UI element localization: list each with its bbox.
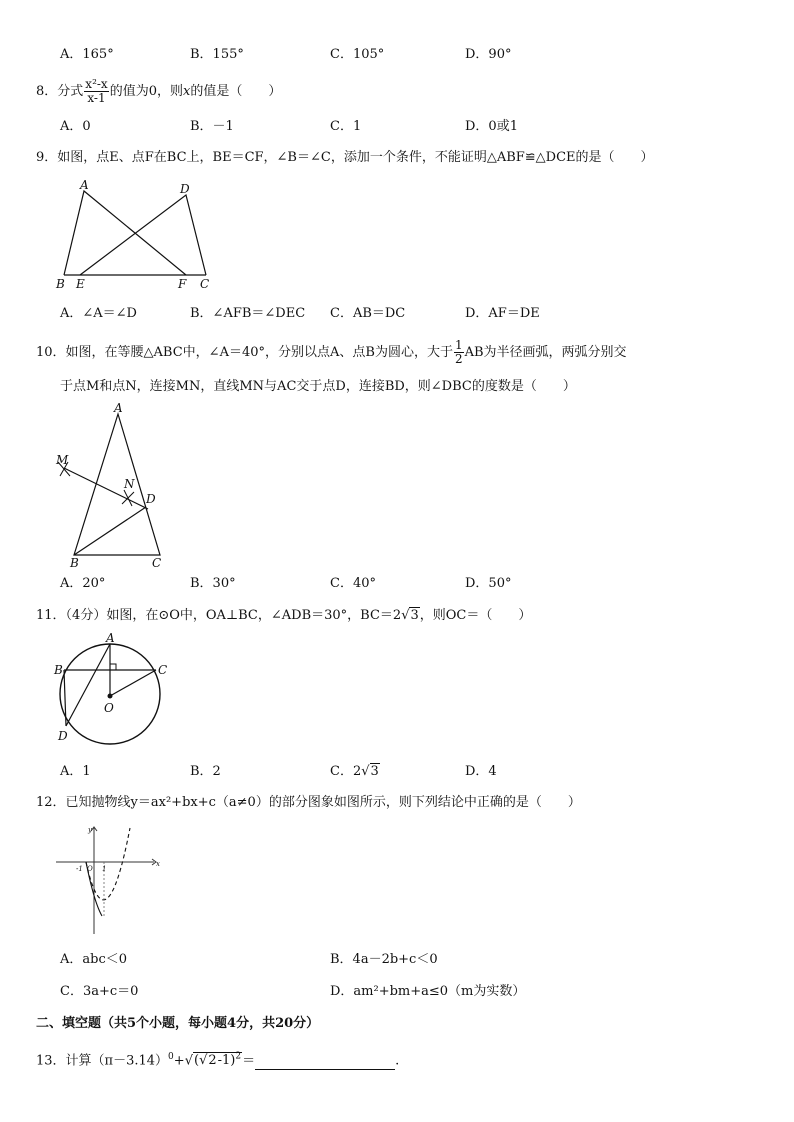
- q11-text-b: ，则OC＝（ ）: [419, 608, 532, 623]
- q9-option-a: A．∠A＝∠D: [60, 306, 137, 321]
- q12-question: 12．已知抛物线y＝ax²+bx+c（a≠0）的部分图象如图所示，则下列结论中正确的是（ ）: [36, 795, 581, 810]
- q12-option-a: A．abc＜0: [60, 952, 128, 967]
- q11-label-d: D: [58, 729, 68, 743]
- q10-option-a: A．20°: [60, 576, 106, 591]
- q13-minus-one: -1): [217, 1053, 236, 1069]
- q10-option-c: C．40°: [330, 576, 376, 591]
- q9-label-c: C: [200, 277, 210, 291]
- q8-option-c: C．1: [330, 119, 362, 134]
- q13-paren-open: (: [193, 1053, 200, 1069]
- q11-option-b: B．2: [190, 764, 221, 779]
- q7-option-c: C．105°: [330, 47, 385, 62]
- q9-option-d: D．AF＝DE: [465, 306, 540, 321]
- q10-text-a: 如图，在等腰△ABC中，∠A＝40°，分别以点A、点B为圆心，大于: [65, 345, 453, 360]
- q8-suffix-b: 的值是（ ）: [190, 84, 282, 99]
- q8-option-a: A．0: [60, 119, 91, 134]
- q8-question: [36, 78, 281, 105]
- q13-plus: +: [173, 1053, 185, 1069]
- q10-number: 10．: [36, 345, 66, 360]
- q8-var: x: [182, 84, 191, 99]
- q13-exp-two: 2: [235, 1052, 242, 1062]
- q11-question: [36, 607, 531, 625]
- q9-label-d: D: [180, 182, 190, 196]
- q10-label-n: N: [124, 477, 135, 491]
- q9-label-f: F: [178, 277, 187, 291]
- q12-option-d: D．am²+bm+a≤0（m为实数）: [330, 984, 526, 999]
- q11-right-angle-mark: [110, 664, 116, 670]
- q9-option-b: B．∠AFB＝∠DEC: [190, 306, 306, 321]
- section-2-title: 二、填空题（共5个小题，每小题4分，共20分）: [36, 1016, 320, 1031]
- q8-number: 8．: [36, 84, 58, 99]
- q9-triangle-dce: [80, 195, 206, 275]
- q12-label-x: x: [156, 860, 160, 868]
- q11-option-c: [330, 763, 380, 781]
- q9-figure: [50, 175, 220, 295]
- q13-question: [36, 1048, 399, 1070]
- q13-text-a: 13．计算（π－3.14）: [36, 1053, 169, 1069]
- q7-option-a: A．165°: [60, 47, 114, 62]
- q9-label-b: B: [56, 277, 65, 291]
- q13-outer-sqrt-body: [193, 1052, 242, 1068]
- q9-option-c: C．AB＝DC: [330, 306, 406, 321]
- q11-label-o: O: [104, 701, 114, 715]
- q10-label-b: B: [70, 556, 79, 570]
- q10-text-b: AB为半径画弧，两弧分别交: [464, 345, 627, 360]
- q8-option-b: B．－1: [190, 119, 234, 134]
- q13-exp-zero: 0: [168, 1052, 174, 1062]
- q11-label-b: B: [54, 663, 63, 677]
- q12-label-y: y: [88, 826, 92, 834]
- q13-equals: ＝: [242, 1053, 256, 1069]
- q12-figure: [56, 822, 166, 942]
- q11-segment-oc: [110, 670, 156, 696]
- q11-figure: [50, 632, 180, 752]
- q11-option-c-sqrt-value: 3: [370, 764, 379, 779]
- q8-frac-num: x²-x: [85, 77, 108, 91]
- q10-fraction: [454, 339, 464, 366]
- q8-suffix-a: 的值为0，则: [109, 84, 183, 99]
- q10-option-b: B．30°: [190, 576, 236, 591]
- q10-arc-mark-n: [122, 490, 134, 506]
- q11-sqrt-sign: √: [401, 608, 410, 623]
- q11-option-a: A．1: [60, 764, 91, 779]
- q12-label-one: 1: [102, 865, 107, 873]
- q11-center-dot: [108, 694, 113, 699]
- q11-option-c-label: C．2: [330, 764, 362, 779]
- q10-figure: [52, 400, 182, 570]
- q10-label-d: D: [146, 492, 156, 506]
- q11-option-d: D．4: [465, 764, 497, 779]
- q8-option-d: D．0或1: [465, 119, 518, 134]
- q9-triangle-abf: [64, 191, 186, 275]
- q12-label-origin: O: [87, 865, 93, 873]
- q13-end-dot: .: [395, 1053, 400, 1069]
- q10-frac-num: 1: [454, 338, 463, 352]
- q10-option-d: D．50°: [465, 576, 512, 591]
- q7-option-b: B．155°: [190, 47, 244, 62]
- q10-segment-bd: [74, 507, 146, 555]
- q10-label-a: A: [114, 401, 123, 415]
- q8-prefix: 分式: [57, 84, 84, 99]
- q10-question-line1: [36, 339, 627, 366]
- q13-inner-sqrt-sign: √: [199, 1053, 208, 1069]
- q9-question: 9．如图，点E、点F在BC上，BE＝CF，∠B＝∠C，添加一个条件，不能证明△ABF≌△DCE的是（ ）: [36, 150, 654, 165]
- q9-label-e: E: [76, 277, 85, 291]
- q12-option-b: B．4a－2b+c＜0: [330, 952, 438, 967]
- q7-option-d: D．90°: [465, 47, 512, 62]
- q10-triangle-abc: [74, 414, 160, 555]
- q11-text-a: 11．（4分）如图，在⊙O中，OA⊥BC，∠ADB＝30°，BC＝2: [36, 608, 402, 623]
- q12-label-minus-one: -1: [76, 865, 83, 873]
- q8-frac-den: x-1: [87, 91, 106, 105]
- q10-label-c: C: [152, 556, 162, 570]
- q11-sqrt-value: 3: [410, 608, 419, 623]
- q9-label-a: A: [80, 178, 89, 192]
- q11-option-c-sqrt-sign: √: [361, 764, 370, 779]
- q13-answer-blank[interactable]: [255, 1055, 395, 1070]
- q10-frac-den: 2: [454, 352, 463, 366]
- q10-question-line2: 于点M和点N，连接MN，直线MN与AC交于点D，连接BD，则∠DBC的度数是（ ）: [60, 379, 576, 394]
- q13-inner-sqrt-value: 2: [208, 1053, 217, 1069]
- q12-option-c: C．3a+c＝0: [60, 984, 139, 999]
- q13-outer-sqrt-sign: √: [184, 1053, 193, 1069]
- q11-label-c: C: [158, 663, 168, 677]
- q11-segment-bd: [64, 670, 66, 726]
- q11-label-a: A: [106, 631, 115, 645]
- q8-fraction: [84, 78, 108, 105]
- q10-label-m: M: [56, 453, 69, 467]
